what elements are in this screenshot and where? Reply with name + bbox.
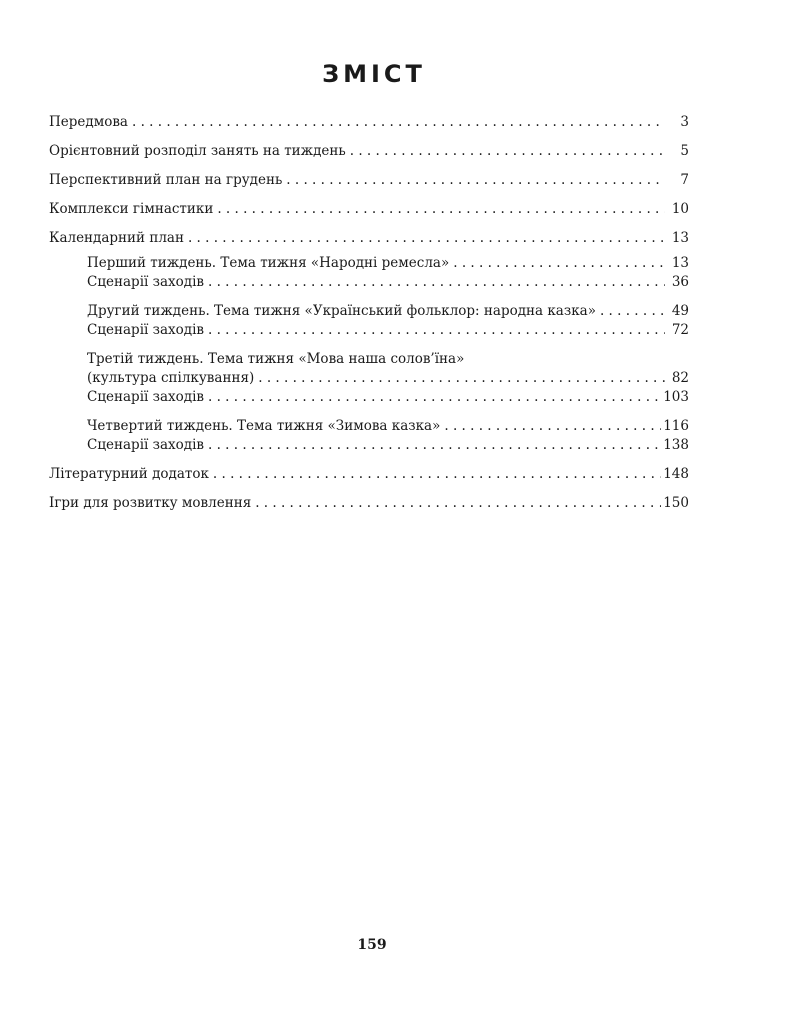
toc-entry-page: 13 [671,255,689,271]
dot-leader [213,465,661,484]
toc-entry-games[interactable] [49,494,689,513]
dot-leader [208,436,661,455]
toc-entry-intro[interactable] [49,113,689,132]
toc-subentry-week-2[interactable] [87,302,689,321]
toc-entry-page: 150 [663,495,689,511]
toc-entry-page: 116 [663,418,689,434]
toc-entry-title: Комплекси гімнастики [49,201,214,217]
toc-entry-title: Четвертий тиждень. Тема тижня «Зимова казка» [87,418,441,434]
dot-leader [208,388,661,407]
toc-entry-page: 7 [680,172,689,188]
toc-entry-page: 103 [663,389,689,405]
toc-entry-page: 36 [671,274,689,290]
toc-entry-page: 82 [671,370,689,386]
toc-entry-title: Передмова [49,114,128,130]
dot-leader [258,369,665,388]
toc-entry-page: 72 [671,322,689,338]
toc-entry-page: 13 [671,230,689,246]
toc-entry-calendar[interactable] [49,229,689,248]
toc-entry-title: Перший тиждень. Тема тижня «Народні ремесла» [87,255,450,271]
dot-leader [208,321,665,340]
page-number: 159 [357,937,387,953]
dot-leader [208,273,665,292]
toc-entry-title: Літературний додаток [49,466,209,482]
page-title: ЗМІСТ [322,60,426,88]
toc-week-4 [49,417,689,455]
toc-week-2 [49,302,689,340]
dot-leader [444,417,661,436]
toc-entry-page: 138 [663,437,689,453]
toc-entry-title: Сценарії заходів [87,274,204,290]
dot-leader [132,113,665,132]
toc-entry-title: Орієнтовний розподіл занять на тиждень [49,143,346,159]
toc-entry-distribution[interactable] [49,142,689,161]
dot-leader [286,171,665,190]
toc-week-1 [49,254,689,292]
toc-entry-title: Сценарії заходів [87,389,204,405]
toc-entry-title: Сценарії заходів [87,437,204,453]
toc-entry-gymnastics[interactable] [49,200,689,219]
toc-subentry-scenarios[interactable] [87,436,689,455]
toc-entry-page: 148 [663,466,689,482]
toc-entry-page: 5 [680,143,689,159]
toc-subentry-week-3-line1[interactable]: Третій тиждень. Тема тижня «Мова наша солов’їна» [87,351,465,367]
toc-subentry-scenarios[interactable] [87,273,689,292]
toc-entry-perspective[interactable] [49,171,689,190]
dot-leader [255,494,661,513]
toc-subentry-scenarios[interactable] [87,388,689,407]
toc-entry-title: Другий тиждень. Тема тижня «Український фольклор: народна казка» [87,303,596,319]
toc-entry-title: Сценарії заходів [87,322,204,338]
toc-entry-page: 3 [680,114,689,130]
dot-leader [350,142,665,161]
toc-subentry-scenarios[interactable] [87,321,689,340]
dot-leader [217,200,665,219]
toc-entry-title: Перспективний план на грудень [49,172,283,188]
toc-entry-page: 49 [671,303,689,319]
toc-entry-literary[interactable] [49,465,689,484]
toc-entry-title: Календарний план [49,230,184,246]
dot-leader [453,254,665,273]
toc-subentry-week-1[interactable] [87,254,689,273]
dot-leader [188,229,665,248]
toc-entry-title: Ігри для розвитку мовлення [49,495,252,511]
dot-leader [600,302,665,321]
toc-entry-page: 10 [671,201,689,217]
toc-subentry-week-4[interactable] [87,417,689,436]
toc-subentry-week-3[interactable] [87,369,689,388]
table-of-contents [49,113,689,513]
toc-week-3 [49,350,689,407]
toc-entry-title: (культура спілкування) [87,370,255,386]
